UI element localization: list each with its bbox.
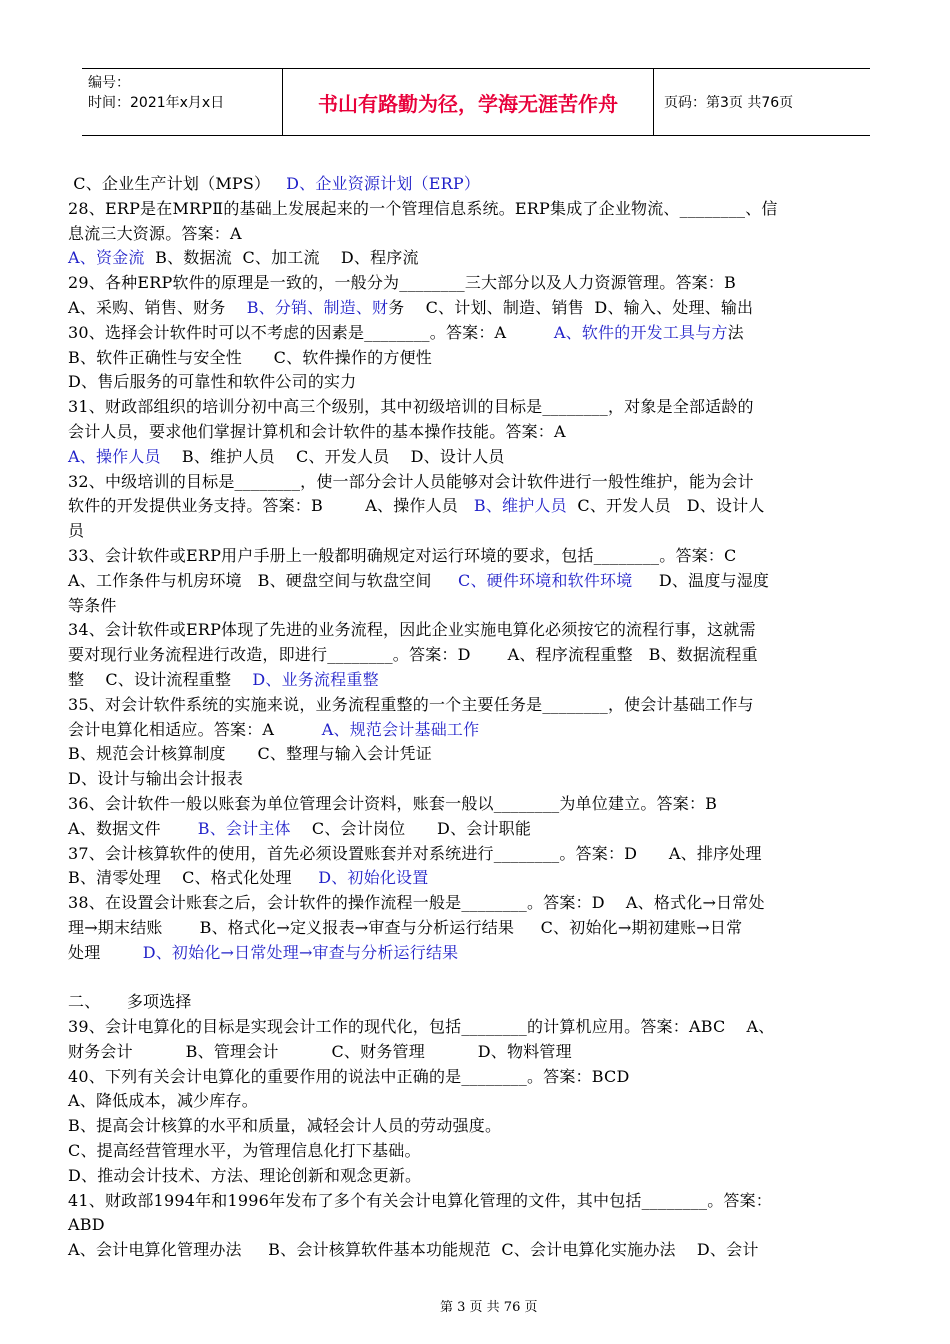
text-segment: A、降低成本，减少库存。 <box>68 1091 258 1111</box>
header-motto: 书山有路勤为径，学海无涯苦作舟 <box>282 69 654 135</box>
text-segment: 财务会计 B、管理会计 C、财务管理 D、物料管理 <box>68 1041 572 1061</box>
text-line <box>68 767 886 792</box>
text-segment: 38、在设置会计账套之后，会计软件的操作流程一般是________。答案：D A、格式化→日常处 <box>68 893 765 913</box>
document-body <box>68 172 886 1263</box>
text-segment: B、规范会计核算制度 C、整理与输入会计凭证 <box>68 744 432 764</box>
text-segment: 36、会计软件一般以账套为单位管理会计资料，账套一般以________为单位建立。答案：B <box>68 793 718 813</box>
text-line <box>68 1238 886 1263</box>
text-line <box>68 519 886 544</box>
answer-highlight: A、操作人员 <box>68 446 161 466</box>
text-segment: 40、下列有关会计电算化的重要作用的说法中正确的是________。答案：BCD <box>68 1066 630 1086</box>
answer-highlight: A、资金流 <box>68 248 145 268</box>
text-line <box>68 1065 886 1090</box>
text-segment: 整 C、设计流程重整 <box>68 669 253 689</box>
answer-highlight: D、初始化设置 <box>318 868 429 888</box>
text-line <box>68 618 886 643</box>
text-line <box>68 1139 886 1164</box>
text-segment: 34、会计软件或ERP体现了先进的业务流程，因此企业实施电算化必须按它的流程行事，这就需 <box>68 620 756 640</box>
page-header <box>82 68 870 136</box>
text-segment: A、工作条件与机房环境 B、硬盘空间与软盘空间 <box>68 570 459 590</box>
text-line <box>68 544 886 569</box>
text-segment: 二、 多项选择 <box>68 992 192 1012</box>
text-line <box>68 445 886 470</box>
text-segment: A、采购、销售、财务 <box>68 297 247 317</box>
text-segment: D、设计与输出会计报表 <box>68 769 244 789</box>
text-segment: 33、会计软件或ERP用户手册上一般都明确规定对运行环境的要求，包括________。答案：C <box>68 545 737 565</box>
text-segment: 37、会计核算软件的使用，首先必须设置账套并对系统进行________。答案：D A、排序处理 <box>68 843 762 863</box>
text-line <box>68 271 886 296</box>
text-line <box>68 569 886 594</box>
text-segment: 会计电算化相适应。答案：A <box>68 719 322 739</box>
answer-highlight: B、分销、制造、财 <box>246 297 389 317</box>
text-segment: C、提高经营管理水平，为管理信息化打下基础。 <box>68 1141 421 1161</box>
text-segment: 39、会计电算化的目标是实现会计工作的现代化，包括________的计算机应用。答案：ABC A、 <box>68 1017 775 1037</box>
text-segment: C、会计岗位 D、会计职能 <box>290 818 532 838</box>
text-segment: 32、中级培训的目标是________，使一部分会计人员能够对会计软件进行一般性维护，能为会计 <box>68 471 754 491</box>
text-line <box>68 643 886 668</box>
text-segment: B、软件正确性与安全性 C、软件操作的方便性 <box>68 347 432 367</box>
text-line <box>68 891 886 916</box>
text-segment: 29、各种ERP软件的原理是一致的，一般分为________三大部分以及人力资源管理。答案：B <box>68 273 737 293</box>
text-segment: B、维护人员 C、开发人员 D、设计人员 <box>160 446 505 466</box>
text-segment: 务 C、计划、制造、销售 D、输入、处理、输出 <box>388 297 754 317</box>
text-segment: 息流三大资源。答案：A <box>68 223 242 243</box>
text-segment: 31、财政部组织的培训分初中高三个级别，其中初级培训的目标是________，对象是全部适龄的 <box>68 397 754 417</box>
text-segment: A、会计电算化管理办法 B、会计核算软件基本功能规范 C、会计电算化实施办法 D、会计 <box>68 1240 759 1260</box>
answer-highlight: C、硬件环境和软件环境 <box>458 570 633 590</box>
header-left-cell <box>82 69 282 135</box>
answer-highlight: B、会计主体 <box>197 818 291 838</box>
text-line <box>68 668 886 693</box>
text-segment: 会计人员，要求他们掌握计算机和会计软件的基本操作技能。答案：A <box>68 421 566 441</box>
text-segment: D、售后服务的可靠性和软件公司的实力 <box>68 372 357 392</box>
text-segment: 员 <box>68 521 85 541</box>
text-segment: D、温度与湿度 <box>632 570 770 590</box>
text-line <box>68 321 886 346</box>
text-line <box>68 792 886 817</box>
text-line <box>68 494 886 519</box>
text-line <box>68 742 886 767</box>
text-line <box>68 197 886 222</box>
text-segment: 35、对会计软件系统的实施来说，业务流程重整的一个主要任务是________，使会计基础工作与 <box>68 694 754 714</box>
text-line <box>68 1040 886 1065</box>
text-line <box>68 1015 886 1040</box>
text-segment: 软件的开发提供业务支持。答案：B A、操作人员 <box>68 496 474 516</box>
text-segment: C、企业生产计划（MPS） <box>68 174 287 193</box>
text-segment: 等条件 <box>68 595 117 615</box>
text-line <box>68 916 886 941</box>
text-line <box>68 594 886 619</box>
text-segment: C、开发人员 D、设计人 <box>566 496 765 516</box>
text-line <box>68 296 886 321</box>
text-line <box>68 1189 886 1214</box>
text-segment: 30、选择会计软件时可以不考虑的因素是________。答案：A <box>68 322 554 342</box>
text-line <box>68 1164 886 1189</box>
answer-highlight: B、维护人员 <box>473 496 567 516</box>
text-segment: 法 <box>727 322 744 342</box>
header-page-info: 页码：第3页 共76页 <box>664 95 794 111</box>
text-line <box>68 990 886 1015</box>
text-segment: D、推动会计技术、方法、理论创新和观念更新。 <box>68 1165 422 1185</box>
text-line <box>68 817 886 842</box>
answer-highlight: D、初始化→日常处理→审查与分析运行结果 <box>142 942 459 962</box>
text-line <box>68 866 886 891</box>
document-number-label: 编号： <box>88 75 130 91</box>
answer-highlight: A、规范会计基础工作 <box>321 719 480 739</box>
text-segment: ABD <box>68 1215 105 1235</box>
text-line <box>68 718 886 743</box>
text-line <box>68 246 886 271</box>
answer-highlight: D、企业资源计划（ERP） <box>286 174 481 193</box>
text-line <box>68 966 886 991</box>
answer-highlight: D、业务流程重整 <box>252 669 379 689</box>
text-segment: 理→期末结账 B、格式化→定义报表→审查与分析运行结果 C、初始化→期初建账→日常 <box>68 917 743 937</box>
text-line <box>68 1213 886 1238</box>
text-segment: 要对现行业务流程进行改造，即进行________。答案：D A、程序流程重整 B、数据流程重 <box>68 645 758 665</box>
text-segment: 处理 <box>68 942 143 962</box>
text-line <box>68 470 886 495</box>
text-segment: A、数据文件 <box>68 818 198 838</box>
text-line <box>68 842 886 867</box>
text-line <box>68 370 886 395</box>
text-segment: B、数据流 C、加工流 D、程序流 <box>144 248 419 268</box>
text-line <box>68 346 886 371</box>
text-line <box>68 1089 886 1114</box>
text-line <box>68 1114 886 1139</box>
text-line <box>68 222 886 247</box>
answer-highlight: A、软件的开发工具与方 <box>553 322 728 342</box>
text-line <box>68 420 886 445</box>
text-segment: B、清零处理 C、格式化处理 <box>68 868 319 888</box>
text-segment: 41、财政部1994年和1996年发布了多个有关会计电算化管理的文件，其中包括________。答案： <box>68 1190 772 1210</box>
document-date-label: 时间：2021年x月x日 <box>88 95 225 111</box>
text-line <box>68 693 886 718</box>
text-line <box>68 172 886 197</box>
page-footer: 第 3 页 共 76 页 <box>440 1300 538 1315</box>
text-line <box>68 395 886 420</box>
text-segment: B、提高会计核算的水平和质量，减轻会计人员的劳动强度。 <box>68 1116 502 1136</box>
text-line <box>68 941 886 966</box>
text-segment: 28、ERP是在MRPⅡ的基础上发展起来的一个管理信息系统。ERP集成了企业物流、________、信 <box>68 198 778 218</box>
